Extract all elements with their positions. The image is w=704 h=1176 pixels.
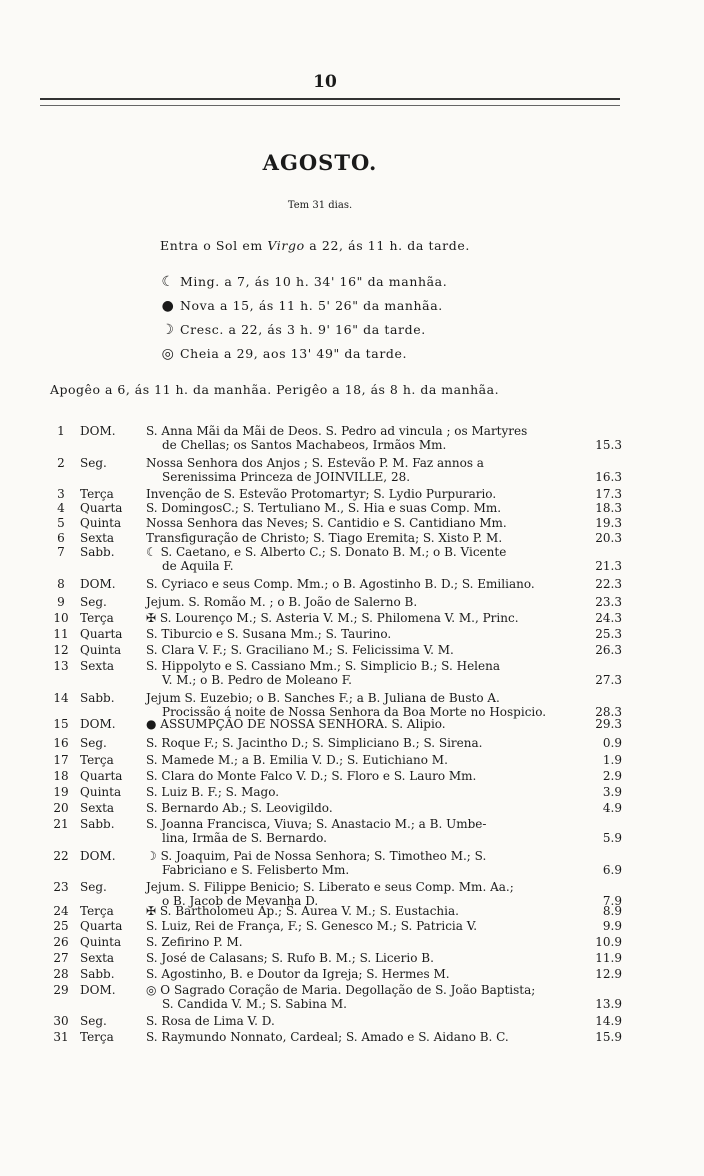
saints-line: Invenção de S. Estevão Protomartyr; S. Lydio Purpurario.: [146, 487, 497, 501]
numeric-value: 22.3: [595, 577, 622, 591]
day-number: 3: [57, 487, 65, 501]
day-number: 5: [57, 516, 65, 530]
saints-line: S. Joanna Francisca, Viuva; S. Anastacio M.; a B. Umbe-: [146, 817, 487, 831]
moon-phase-row: [160, 322, 426, 338]
day-number: 10: [53, 611, 69, 625]
saints-text: [146, 850, 574, 877]
numeric-value: 6.9: [602, 862, 622, 877]
saints-text: [146, 578, 574, 592]
weekday: Quarta: [80, 919, 123, 933]
moon-phase-row: [160, 346, 407, 362]
saints-line: Jejum S. Euzebio; o B. Sanches F.; a B. Juliana de Busto A.: [146, 691, 500, 705]
numeric-value: 13.9: [595, 996, 622, 1011]
saints-line-continued: lina, Irmãa de S. Bernardo.: [162, 830, 327, 845]
saints-text: [146, 425, 574, 452]
numeric-value: 21.3: [595, 558, 622, 573]
numeric-value: 19.3: [595, 516, 622, 530]
weekday: Sexta: [80, 801, 115, 815]
saints-text: [146, 952, 574, 966]
saints-line-continued: o B. Jacob de Mevanha D.: [162, 893, 319, 908]
moon-phase-text: Cheia a 29, aos 13' 49" da tarde.: [180, 346, 408, 361]
day-number: 8: [57, 577, 65, 591]
day-number: 1: [57, 424, 65, 438]
saints-line: S. Agostinho, B. e Doutor da Igreja; S. Hermes M.: [146, 967, 450, 981]
saints-line: ☾ S. Caetano, e S. Alberto C.; S. Donato B. M.; o B. Vicente: [146, 545, 507, 559]
saints-line: Nossa Senhora das Neves; S. Cantidio e S. Cantidiano Mm.: [146, 516, 507, 530]
numeric-value: 27.3: [595, 672, 622, 687]
saints-line-continued: Procissão á noite de Nossa Senhora da Boa Morte no Hospicio.: [162, 704, 547, 719]
saints-line-continued: Serenissima Princeza de JOINVILLE, 28.: [162, 469, 411, 484]
day-number: 25: [53, 919, 69, 933]
day-number: 13: [53, 659, 69, 673]
weekday: Quinta: [80, 935, 122, 949]
day-number: 27: [53, 951, 69, 965]
saints-text: [146, 984, 574, 1011]
day-number: 15: [53, 717, 69, 731]
weekday: Terça: [80, 904, 114, 918]
day-number: 29: [53, 983, 69, 997]
saints-line-continued: Fabriciano e S. Felisberto Mm.: [162, 862, 350, 877]
waning-moon-icon: ☾: [161, 274, 175, 290]
day-number: 7: [57, 545, 65, 559]
saints-line: S. Tiburcio e S. Susana Mm.; S. Taurino.: [146, 627, 392, 641]
numeric-value: 24.3: [595, 611, 622, 625]
saints-line: S. Roque F.; S. Jacintho D.; S. Simpliciano B.; S. Sirena.: [146, 736, 483, 750]
weekday: DOM.: [80, 424, 116, 438]
header-rule: [40, 98, 620, 106]
saints-line: ◎ O Sagrado Coração de Maria. Degollação de S. João Baptista;: [146, 983, 536, 997]
weekday: Sabb.: [80, 967, 115, 981]
weekday: Sabb.: [80, 691, 115, 705]
numeric-value: 1.9: [602, 753, 622, 767]
full-moon-icon: ◎: [161, 346, 175, 362]
saints-line: S. Mamede M.; a B. Emilia V. D.; S. Eutichiano M.: [146, 753, 448, 767]
day-number: 30: [53, 1014, 69, 1028]
saints-text: [146, 737, 574, 751]
numeric-value: 2.9: [602, 769, 622, 783]
weekday: Seg.: [80, 736, 107, 750]
weekday: Seg.: [80, 595, 107, 609]
day-number: 21: [53, 817, 69, 831]
weekday: Terça: [80, 1030, 114, 1044]
saints-line-continued: de Aquila F.: [162, 558, 234, 573]
saints-line: S. José de Calasans; S. Rufo B. M.; S. Licerio B.: [146, 951, 434, 965]
weekday: DOM.: [80, 577, 116, 591]
saints-line: ✠ S. Lourenço M.; S. Asteria V. M.; S. Philomena V. M., Princ.: [146, 611, 519, 625]
saints-text: [146, 754, 574, 768]
numeric-value: 15.9: [595, 1030, 622, 1044]
moon-phase-text: Cresc. a 22, ás 3 h. 9' 16" da tarde.: [180, 322, 426, 337]
day-number: 22: [53, 849, 69, 863]
saints-text: [146, 612, 574, 626]
saints-line: S. DomingosC.; S. Tertuliano M., S. Hia e suas Comp. Mm.: [146, 501, 502, 515]
weekday: Quinta: [80, 643, 122, 657]
numeric-value: 10.9: [595, 935, 622, 949]
day-number: 28: [53, 967, 69, 981]
saints-text: [146, 628, 574, 642]
saints-line: S. Cyriaco e seus Comp. Mm.; o B. Agostinho B. D.; S. Emiliano.: [146, 577, 535, 591]
day-number: 24: [53, 904, 69, 918]
moon-phase-row: [160, 274, 447, 290]
numeric-value: 14.9: [595, 1014, 622, 1028]
weekday: Terça: [80, 753, 114, 767]
numeric-value: 9.9: [602, 919, 622, 933]
day-number: 4: [57, 501, 65, 515]
day-number: 2: [57, 456, 65, 470]
numeric-value: 25.3: [595, 627, 622, 641]
saints-line: ☽ S. Joaquim, Pai de Nossa Senhora; S. Timotheo M.; S.: [146, 849, 487, 863]
day-number: 20: [53, 801, 69, 815]
saints-line: S. Bernardo Ab.; S. Leovigildo.: [146, 801, 333, 815]
numeric-value: 23.3: [595, 595, 622, 609]
weekday: Terça: [80, 487, 114, 501]
saints-line-continued: S. Candida V. M.; S. Sabina M.: [162, 996, 347, 1011]
weekday: Seg.: [80, 880, 107, 894]
numeric-value: 15.3: [595, 437, 622, 452]
weekday: Quinta: [80, 516, 122, 530]
saints-line: Jejum. S. Romão M. ; o B. João de Salerno B.: [146, 595, 418, 609]
weekday: Quinta: [80, 785, 122, 799]
saints-line: S. Clara V. F.; S. Graciliano M.; S. Felicissima V. M.: [146, 643, 454, 657]
numeric-value: 29.3: [595, 717, 622, 731]
saints-line: S. Luiz B. F.; S. Mago.: [146, 785, 280, 799]
weekday: Sexta: [80, 531, 115, 545]
saints-text: [146, 660, 574, 687]
saints-text: [146, 786, 574, 800]
sun-sign: Virgo: [267, 238, 305, 253]
saints-text: [146, 968, 574, 982]
sun-line-pre: Entra o Sol em: [160, 238, 268, 253]
saints-line: S. Hippolyto e S. Cassiano Mm.; S. Simplicio B.; S. Helena: [146, 659, 500, 673]
weekday: Seg.: [80, 1014, 107, 1028]
numeric-value: 3.9: [602, 785, 622, 799]
day-number: 31: [53, 1030, 69, 1044]
numeric-value: 5.9: [602, 830, 622, 845]
weekday: Terça: [80, 611, 114, 625]
saints-text: [146, 920, 574, 934]
apogee-perigee-line: Apogêo a 6, ás 11 h. da manhãa. Perigêo a 18, ás 8 h. da manhãa.: [50, 382, 500, 397]
saints-text: [146, 644, 574, 658]
saints-text: [146, 1031, 574, 1045]
moon-phase-row: [160, 298, 443, 314]
moon-phase-text: Nova a 15, ás 11 h. 5' 26" da manhãa.: [180, 298, 443, 313]
weekday: DOM.: [80, 849, 116, 863]
numeric-value: 20.3: [595, 531, 622, 545]
saints-line: S. Anna Mãi da Mãi de Deos. S. Pedro ad vincula ; os Martyres: [146, 424, 528, 438]
waxing-moon-icon: ☽: [161, 322, 175, 338]
weekday: DOM.: [80, 983, 116, 997]
page-number: 10: [313, 72, 337, 92]
weekday: Quarta: [80, 501, 123, 515]
numeric-value: 4.9: [602, 801, 622, 815]
numeric-value: 8.9: [602, 904, 622, 918]
saints-line-continued: de Chellas; os Santos Machabeos, Irmãos Mm.: [162, 437, 447, 452]
saints-text: [146, 802, 574, 816]
saints-line: S. Raymundo Nonnato, Cardeal; S. Amado e S. Aidano B. C.: [146, 1030, 509, 1044]
saints-line: S. Rosa de Lima V. D.: [146, 1014, 275, 1028]
saints-line: ✠ S. Bartholomeu Ap.; S. Aurea V. M.; S. Eustachia.: [146, 904, 459, 918]
saints-text: [146, 517, 574, 531]
saints-text: [146, 596, 574, 610]
saints-text: [146, 1015, 574, 1029]
sun-entry-line: [160, 238, 470, 253]
saints-text: [146, 818, 574, 845]
saints-text: [146, 718, 574, 732]
weekday: Sabb.: [80, 545, 115, 559]
day-number: 19: [53, 785, 69, 799]
weekday: Quarta: [80, 769, 123, 783]
numeric-value: 28.3: [595, 704, 622, 719]
saints-line: S. Zefirino P. M.: [146, 935, 243, 949]
numeric-value: 16.3: [595, 469, 622, 484]
weekday: Sexta: [80, 951, 115, 965]
new-moon-icon: ●: [161, 298, 175, 314]
sun-line-post: a 22, ás 11 h. da tarde.: [304, 238, 470, 253]
numeric-value: 11.9: [595, 951, 622, 965]
day-number: 11: [53, 627, 69, 641]
days-count: Tem 31 dias.: [287, 200, 353, 211]
numeric-value: 12.9: [595, 967, 622, 981]
month-title: AGOSTO.: [262, 150, 378, 175]
saints-text: [146, 457, 574, 484]
saints-text: [146, 488, 574, 502]
numeric-value: 26.3: [595, 643, 622, 657]
weekday: Seg.: [80, 456, 107, 470]
saints-line: ● ASSUMPÇÃO DE NOSSA SENHORA. S. Alipio.: [146, 717, 446, 731]
numeric-value: 7.9: [602, 893, 622, 908]
numeric-value: 18.3: [595, 501, 622, 515]
day-number: 12: [53, 643, 69, 657]
weekday: DOM.: [80, 717, 116, 731]
weekday: Sabb.: [80, 817, 115, 831]
moon-phase-text: Ming. a 7, ás 10 h. 34' 16" da manhãa.: [180, 274, 448, 289]
day-number: 6: [57, 531, 65, 545]
day-number: 26: [53, 935, 69, 949]
weekday: Quarta: [80, 627, 123, 641]
weekday: Sexta: [80, 659, 115, 673]
numeric-value: 17.3: [595, 487, 622, 501]
saints-text: [146, 692, 574, 719]
day-number: 17: [53, 753, 69, 767]
day-number: 14: [53, 691, 69, 705]
saints-text: [146, 936, 574, 950]
saints-line: Nossa Senhora dos Anjos ; S. Estevão P. M. Faz annos a: [146, 456, 484, 470]
saints-line: S. Luiz, Rei de França, F.; S. Genesco M.; S. Patricia V.: [146, 919, 478, 933]
saints-text: [146, 546, 574, 573]
saints-text: [146, 532, 574, 546]
saints-line-continued: V. M.; o B. Pedro de Moleano F.: [162, 672, 352, 687]
saints-line: S. Clara do Monte Falco V. D.; S. Floro e S. Lauro Mm.: [146, 769, 477, 783]
day-number: 18: [53, 769, 69, 783]
saints-line: Jejum. S. Filippe Benicio; S. Liberato e seus Comp. Mm. Aa.;: [146, 880, 514, 894]
saints-line: Transfiguração de Christo; S. Tiago Eremita; S. Xisto P. M.: [146, 531, 503, 545]
numeric-value: 0.9: [602, 736, 622, 750]
day-number: 9: [57, 595, 65, 609]
day-number: 16: [53, 736, 69, 750]
saints-text: [146, 502, 574, 516]
saints-text: [146, 770, 574, 784]
saints-text: [146, 905, 574, 919]
day-number: 23: [53, 880, 69, 894]
